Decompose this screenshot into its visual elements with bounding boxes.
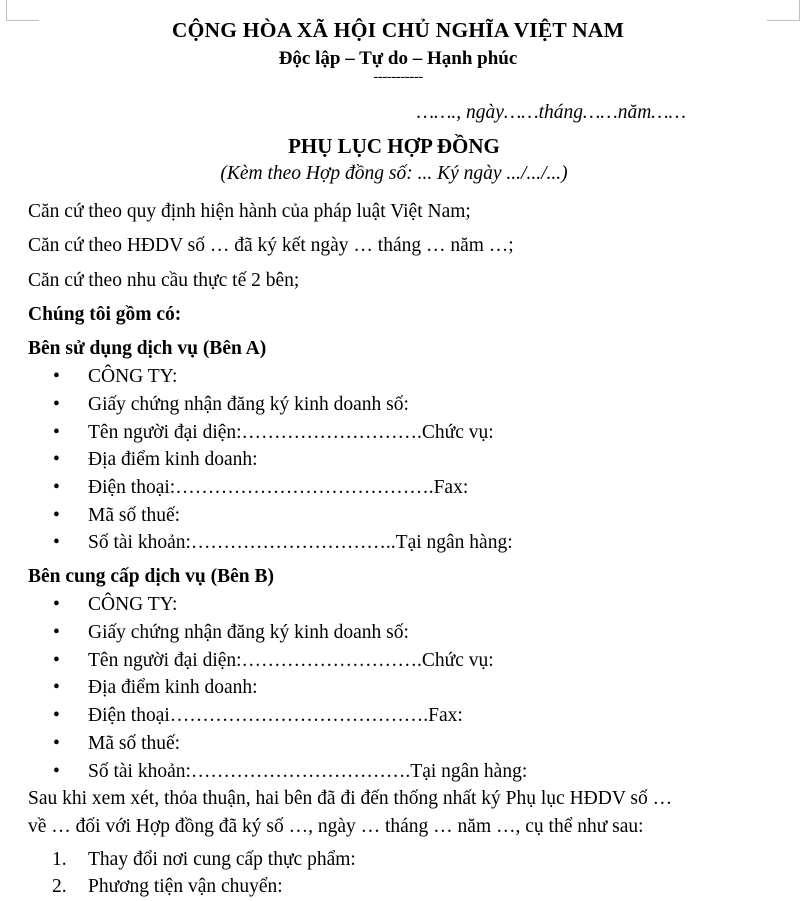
bullet-icon: • — [53, 705, 60, 727]
party-b-heading: Bên cung cấp dịch vụ (Bên B) — [28, 566, 274, 588]
bullet-icon: • — [53, 532, 60, 554]
page-margin-mark-top-right — [767, 0, 800, 21]
list-item-label: Phương tiện vận chuyển: — [88, 876, 283, 898]
list-item-label: Tên người đại diện:……………………….Chức vụ: — [88, 421, 494, 443]
bullet-icon: • — [53, 594, 60, 616]
bullet-icon: • — [53, 449, 60, 471]
date-line: ……., ngày……tháng……năm…… — [416, 102, 686, 124]
bullet-icon: • — [53, 760, 60, 782]
list-item — [28, 674, 768, 702]
bullet-icon: • — [53, 649, 60, 671]
party-a-list — [28, 363, 768, 557]
list-item-number: 1. — [52, 848, 67, 870]
preamble-line-1: Căn cứ theo quy định hiện hành của pháp luật Việt Nam; — [28, 201, 471, 223]
we-include-label: Chúng tôi gồm có: — [28, 303, 182, 325]
document-title: PHỤ LỤC HỢP ĐỒNG — [288, 134, 500, 159]
list-item-label: CÔNG TY: — [88, 594, 178, 616]
terms-list — [28, 841, 768, 901]
motto-divider-dashes: ----------- — [373, 69, 423, 86]
list-item — [28, 730, 768, 758]
list-item-label: Tên người đại diện:……………………….Chức vụ: — [88, 649, 494, 671]
list-item-label: Giấy chứng nhận đăng ký kinh doanh số: — [88, 622, 409, 644]
preamble-line-3: Căn cứ theo nhu cầu thực tế 2 bên; — [28, 269, 300, 291]
list-item — [28, 419, 768, 447]
motto-divider — [28, 69, 768, 87]
closing-line-2: về … đối với Hợp đồng đã ký số …, ngày … tháng … năm …, cụ thể như sau: — [28, 815, 644, 837]
list-item-label: Số tài khoản:…………………………..Tại ngân hàng: — [88, 532, 513, 554]
list-item-label: Điện thoại:………………………………….Fax: — [88, 477, 469, 499]
list-item-label: CÔNG TY: — [88, 366, 178, 388]
document-content — [28, 18, 768, 901]
list-item — [28, 758, 768, 786]
list-item — [28, 391, 768, 419]
list-item — [28, 529, 768, 557]
list-item-label: Mã số thuế: — [88, 732, 181, 754]
list-item-label: Thay đổi nơi cung cấp thực phẩm: — [88, 848, 356, 870]
list-item — [28, 446, 768, 474]
nation-motto: Độc lập – Tự do – Hạnh phúc — [278, 48, 518, 70]
bullet-icon: • — [53, 622, 60, 644]
bullet-icon: • — [53, 366, 60, 388]
list-item-label: Mã số thuế: — [88, 504, 181, 526]
nation-title: CỘNG HÒA XÃ HỘI CHỦ NGHĨA VIỆT NAM — [171, 18, 625, 42]
party-b-list — [28, 591, 768, 785]
list-item-label: Giấy chứng nhận đăng ký kinh doanh số: — [88, 394, 409, 416]
list-item — [28, 474, 768, 502]
bullet-icon: • — [53, 477, 60, 499]
document-subtitle: (Kèm theo Hợp đồng số: ... Ký ngày .../.../...) — [220, 162, 568, 184]
list-item — [28, 363, 768, 391]
list-item — [28, 873, 768, 901]
list-item-label: Địa điểm kinh doanh: — [88, 677, 258, 699]
list-item-number: 2. — [52, 876, 67, 898]
list-item — [28, 647, 768, 675]
list-item — [28, 846, 768, 874]
list-item-label: Địa điểm kinh doanh: — [88, 449, 258, 471]
list-item-label: Điện thoại………………………………….Fax: — [88, 705, 463, 727]
bullet-icon: • — [53, 504, 60, 526]
bullet-icon: • — [53, 421, 60, 443]
closing-paragraph — [28, 785, 768, 840]
list-item — [28, 502, 768, 530]
party-a-heading: Bên sử dụng dịch vụ (Bên A) — [28, 338, 267, 360]
list-item — [28, 702, 768, 730]
bullet-icon: • — [53, 677, 60, 699]
closing-line-1: Sau khi xem xét, thỏa thuận, hai bên đã đi đến thống nhất ký Phụ lục HĐDV số … — [28, 788, 673, 810]
bullet-icon: • — [53, 394, 60, 416]
list-item — [28, 591, 768, 619]
bullet-icon: • — [53, 732, 60, 754]
list-item-label: Số tài khoản:…………………………….Tại ngân hàng: — [88, 760, 528, 782]
list-item — [28, 619, 768, 647]
preamble-line-2: Căn cứ theo HĐDV số … đã ký kết ngày … tháng … năm …; — [28, 235, 514, 257]
